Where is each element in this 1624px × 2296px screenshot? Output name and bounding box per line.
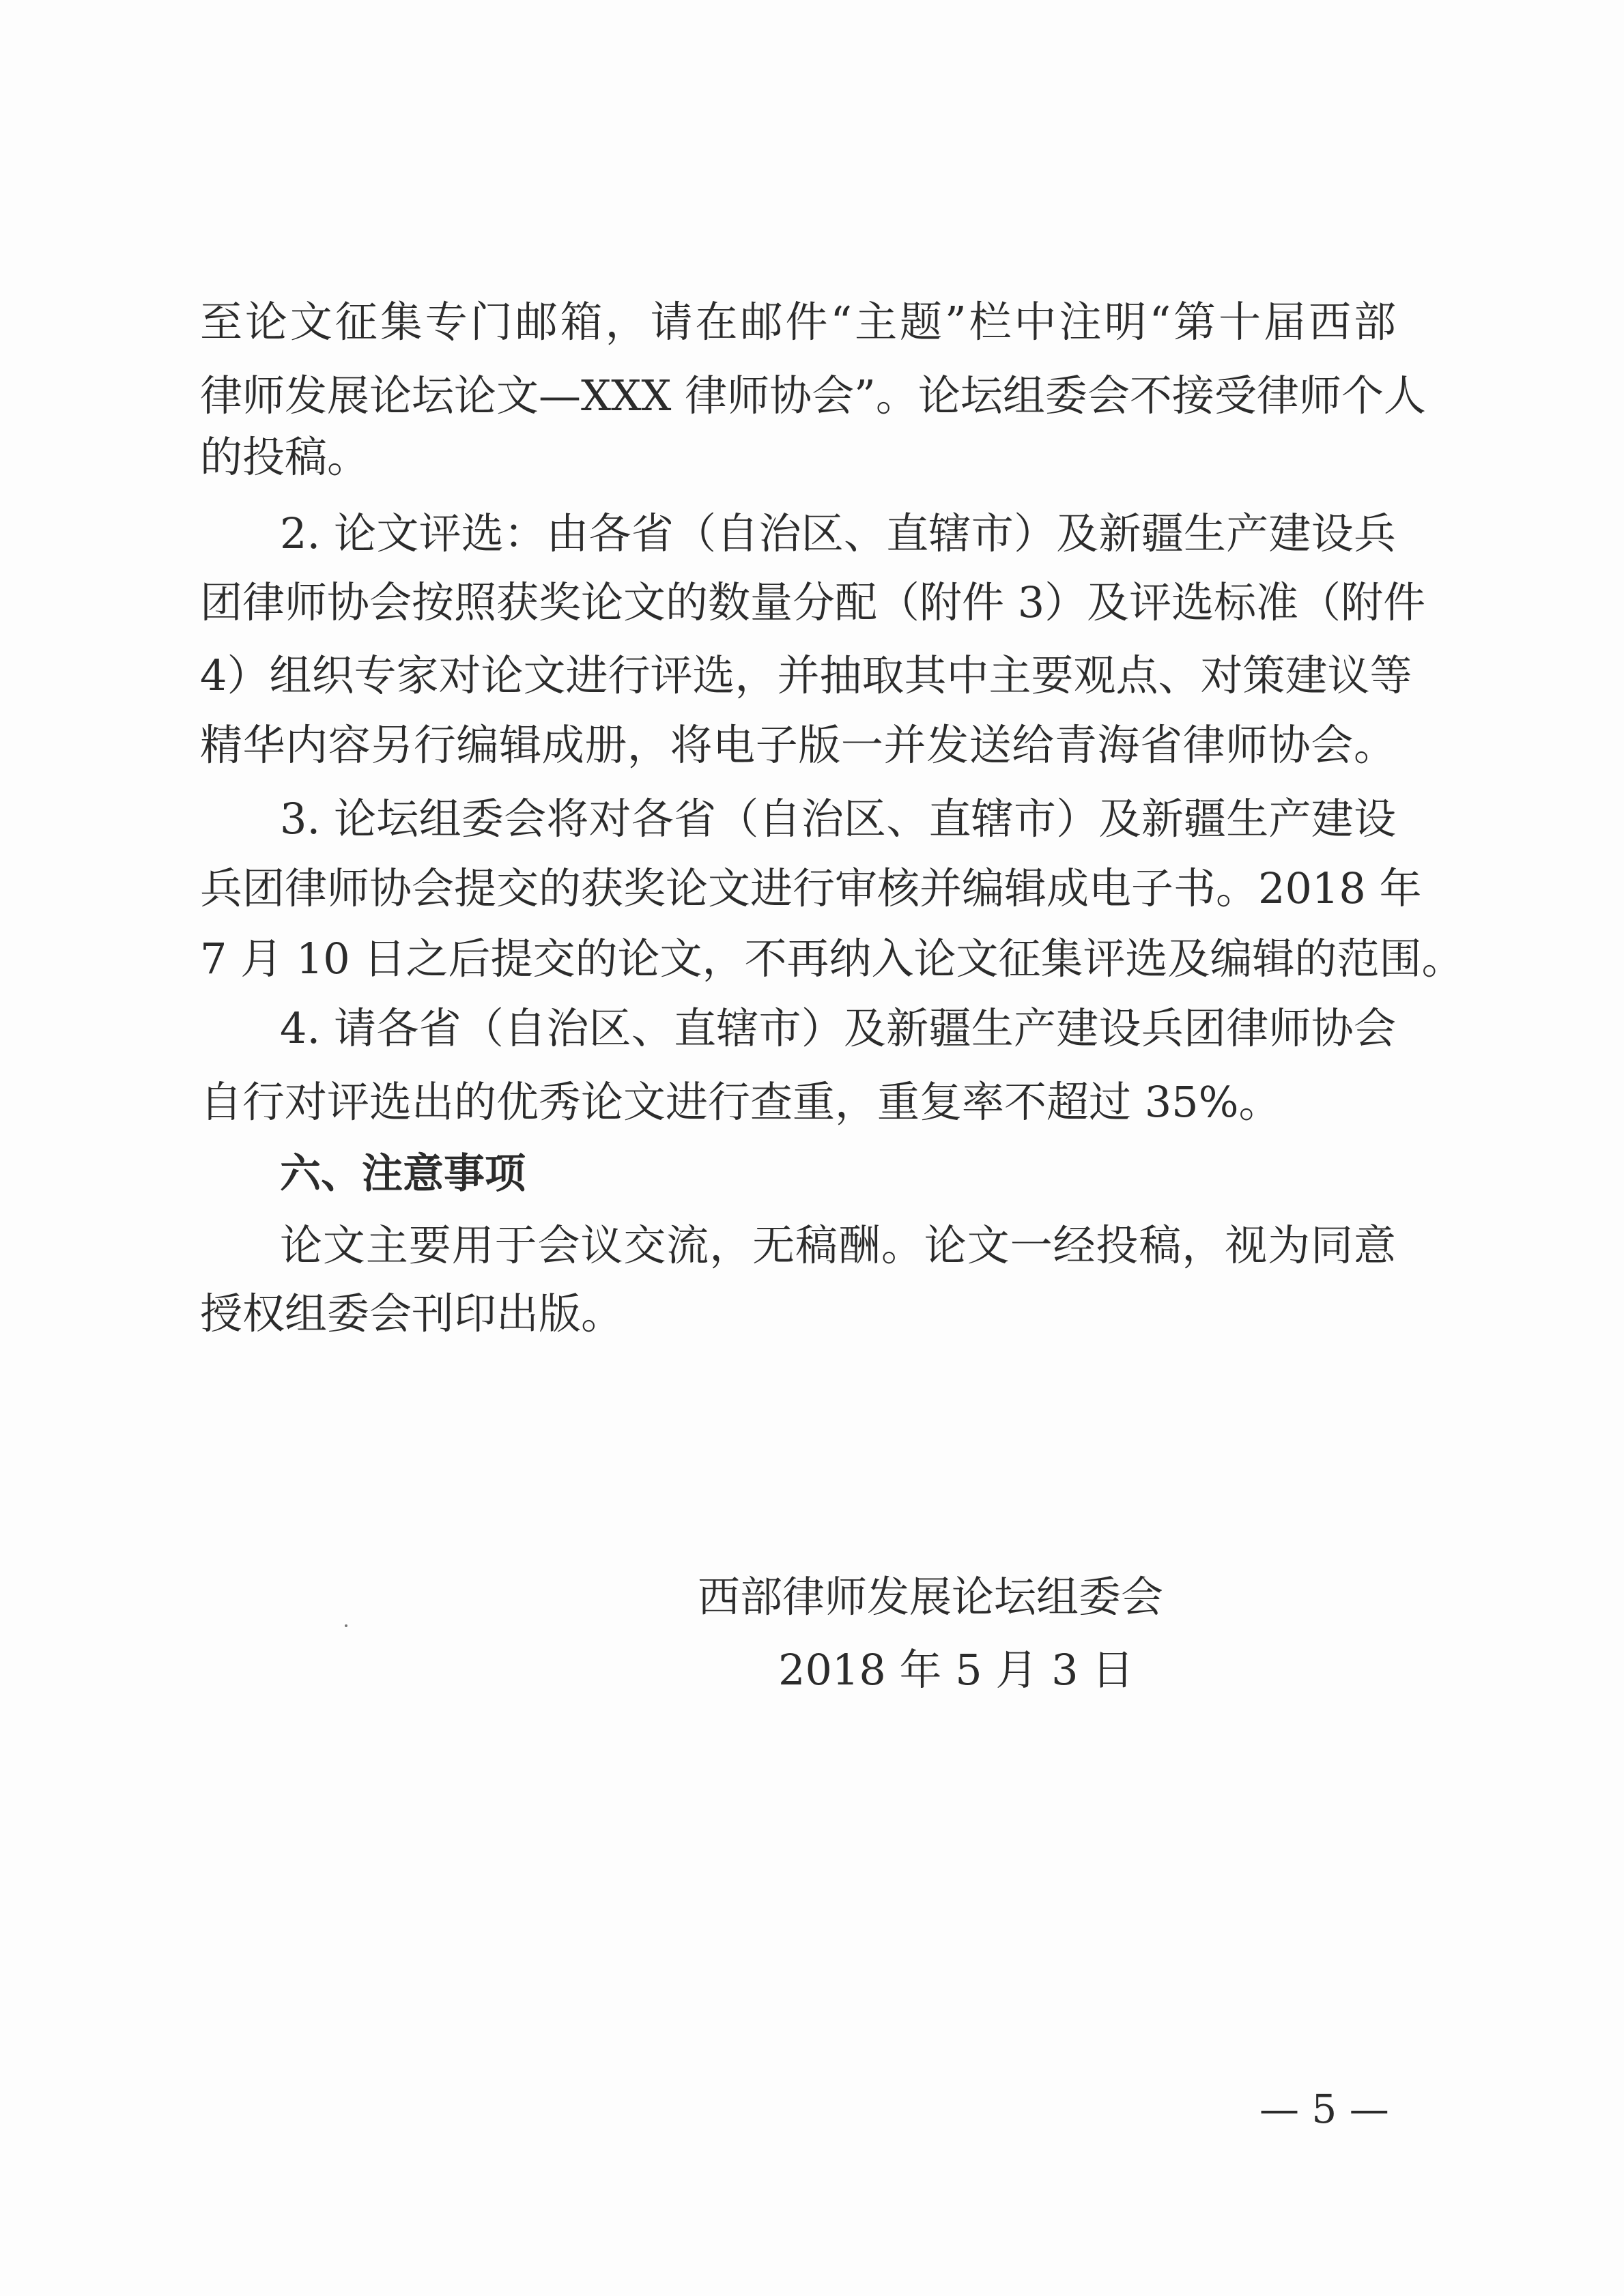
page-number: — 5 — xyxy=(1259,2086,1389,2132)
signature-date: 2018 年 5 月 3 日 xyxy=(778,1645,1135,1695)
paragraph-line: 3. 论坛组委会将对各省（自治区、直辖市）及新疆生产建设 xyxy=(280,794,1396,844)
paragraph-line: 2. 论文评选：由各省（自治区、直辖市）及新疆生产建设兵 xyxy=(280,508,1396,558)
paragraph-line: 4. 请各省（自治区、直辖市）及新疆生产建设兵团律师协会 xyxy=(280,1003,1396,1053)
paragraph-line: 自行对评选出的优秀论文进行查重，重复率不超过 35%。 xyxy=(200,1077,1281,1127)
paragraph-line: 授权组委会刊印出版。 xyxy=(200,1289,624,1338)
paragraph-line: 至论文征集专门邮箱，请在邮件“主题”栏中注明“第十届西部 xyxy=(200,297,1396,347)
paragraph-line: 兵团律师协会提交的获奖论文进行审核并编辑成电子书。2018 年 xyxy=(200,863,1422,913)
scan-speck xyxy=(345,1624,347,1627)
paragraph-line: 律师发展论坛论文—XXX 律师协会”。论坛组委会不接受律师个人 xyxy=(200,371,1426,420)
paragraph-line: 7 月 10 日之后提交的论文，不再纳入论文征集评选及编辑的范围。 xyxy=(200,934,1464,984)
signature-organization: 西部律师发展论坛组委会 xyxy=(698,1572,1164,1622)
paragraph-line: 的投稿。 xyxy=(200,432,370,482)
section-heading: 六、注意事项 xyxy=(280,1150,526,1198)
paragraph-line: 精华内容另行编辑成册，将电子版一并发送给青海省律师协会。 xyxy=(200,720,1396,770)
paragraph-line: 4）组织专家对论文进行评选，并抽取其中主要观点、对策建议等 xyxy=(200,650,1412,700)
paragraph-line: 团律师协会按照获奖论文的数量分配（附件 3）及评选标准（附件 xyxy=(200,577,1426,627)
paragraph-line: 论文主要用于会议交流，无稿酬。论文一经投稿，视为同意 xyxy=(280,1220,1396,1270)
